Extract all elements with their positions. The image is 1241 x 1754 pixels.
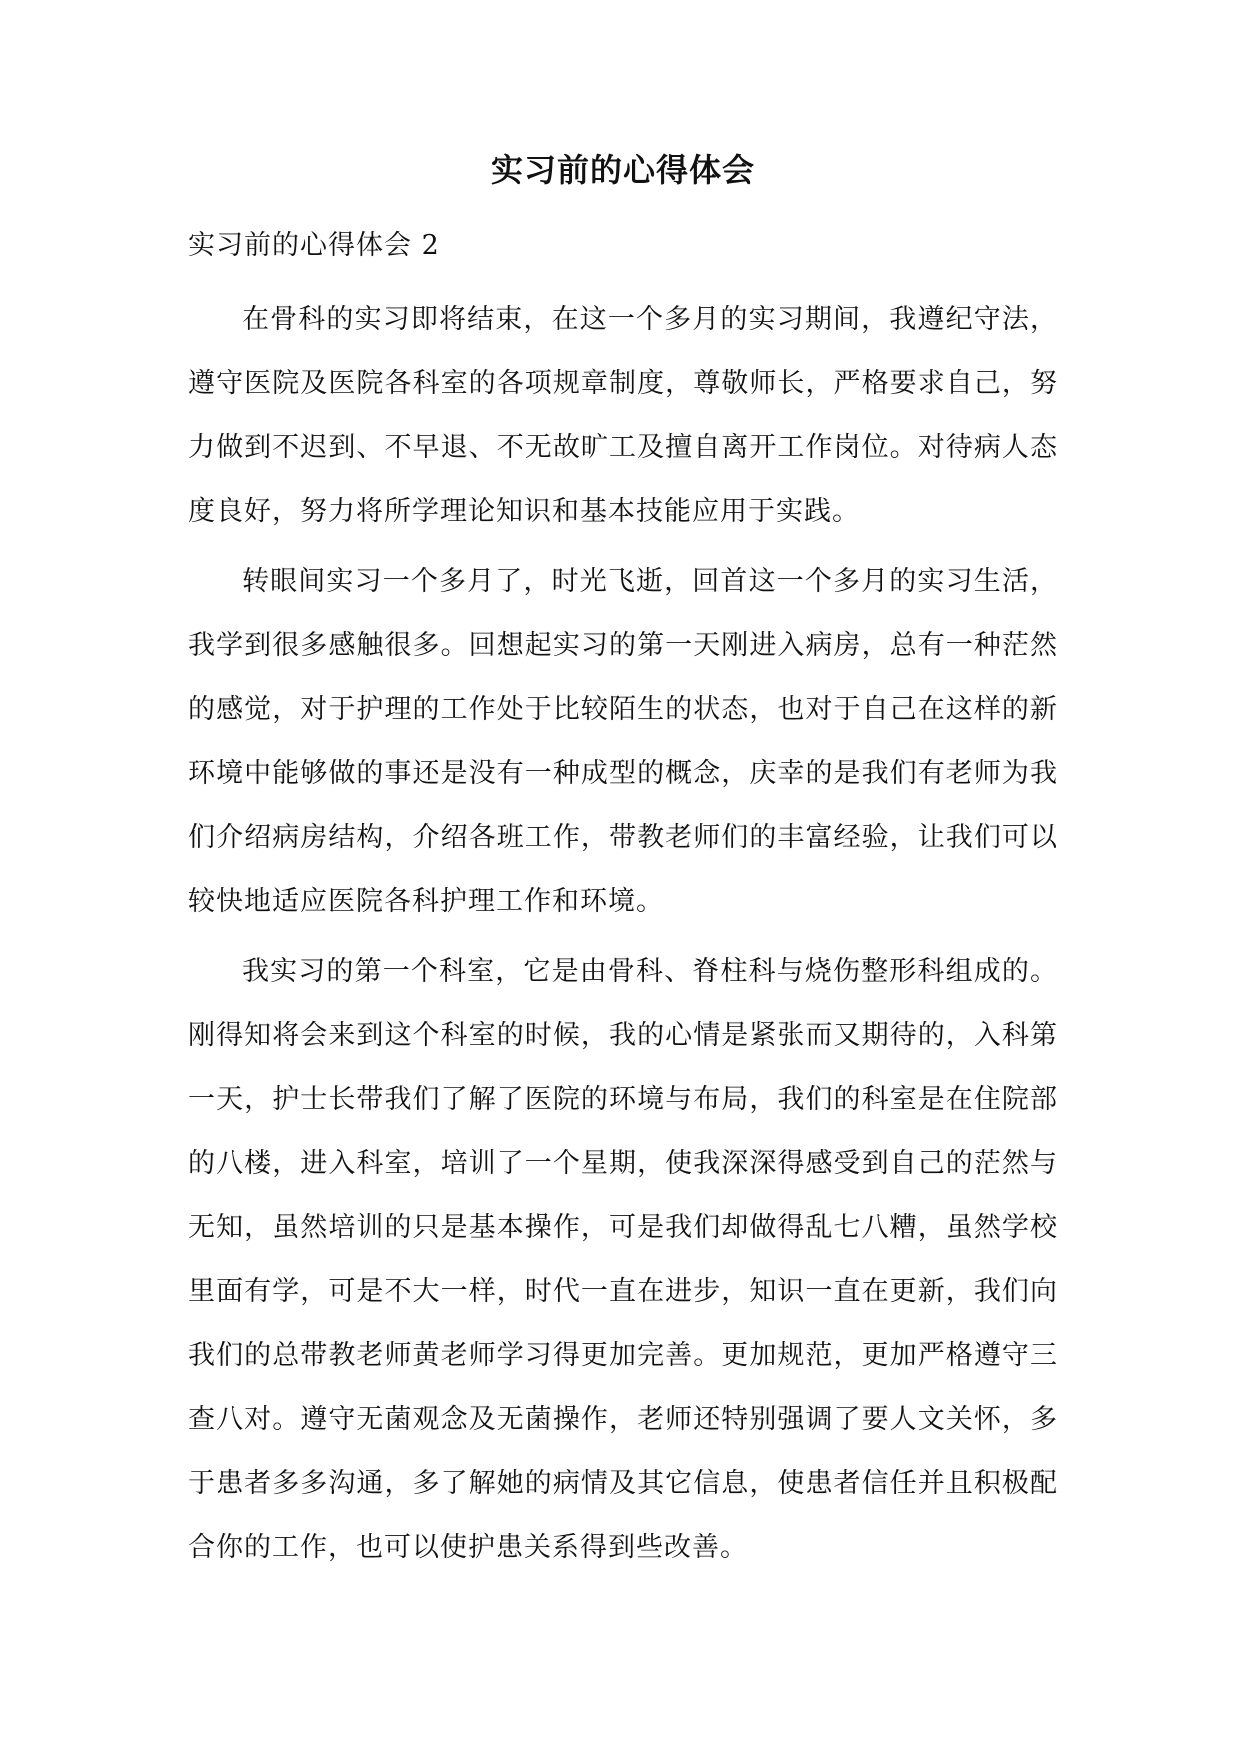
document-title: 实习前的心得体会 [490,151,755,189]
document-page [188,150,1058,1586]
paragraph-3: 我实习的第一个科室，它是由骨科、脊柱科与烧伤整形科组成的。刚得知将会来到这个科室的时候，我的心情是紧张而又期待的，入科第一天，护士长带我们了解了医院的环境与布局，我们的科室是在住院部的八楼，进入科室，培训了一个星期，使我深深得感受到自己的茫然与无知，虽然培训的只是基本操作，可是我们却做得乱七八糟，虽然学校里面有学，可是不大一样，时代一直在进步，知识一直在更新，我们向我们的总带教老师黄老师学习得更加完善。更加规范，更加严格遵守三查八对。遵守无菌观念及无菌操作，老师还特别强调了要人文关怀，多于患者多多沟通，多了解她的病情及其它信息，使患者信任并且积极配合你的工作，也可以使护患关系得到些改善。 [188,956,1058,1563]
paragraph-2: 转眼间实习一个多月了，时光飞逝，回首这一个多月的实习生活，我学到很多感触很多。回想起实习的第一天刚进入病房，总有一种茫然的感觉，对于护理的工作处于比较陌生的状态，也对于自己在这样的新环境中能够做的事还是没有一种成型的概念，庆幸的是我们有老师为我们介绍病房结构，介绍各班工作，带教老师们的丰富经验，让我们可以较快地适应医院各科护理工作和环境。 [188,566,1058,917]
document-subtitle: 实习前的心得体会 2 [188,230,440,261]
paragraph-1: 在骨科的实习即将结束，在这一个多月的实习期间，我遵纪守法，遵守医院及医院各科室的各项规章制度，尊敬师长，严格要求自己，努力做到不迟到、不早退、不无故旷工及擅自离开工作岗位。对待病人态度良好，努力将所学理论知识和基本技能应用于实践。 [188,304,1058,527]
